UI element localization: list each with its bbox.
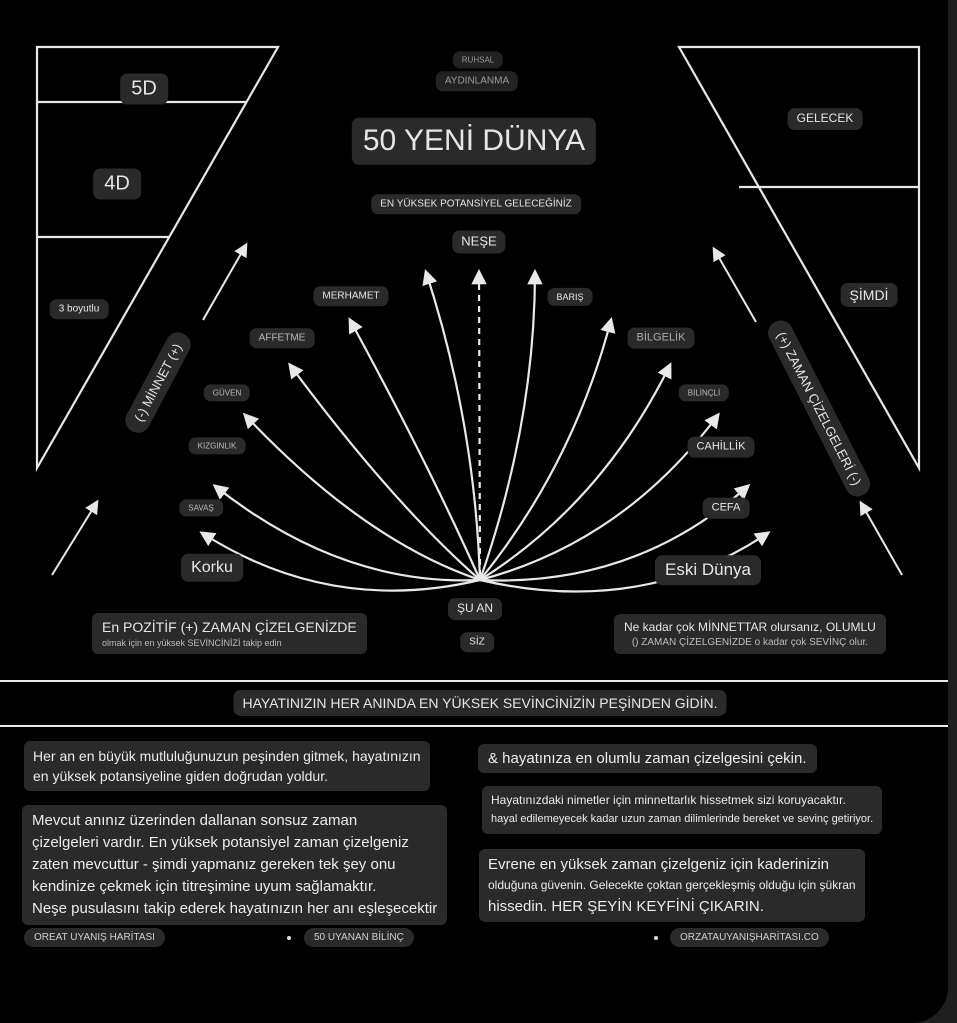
footer-brand: OREAT UYANIŞ HARİTASI (24, 928, 165, 947)
label-siz: SİZ (460, 632, 494, 652)
label-savas: SAVAŞ (179, 499, 223, 516)
paragraph-left-1-line2: en yüksek potansiyeline giden doğrudan yoldur. (33, 768, 328, 784)
label-3d: 3 boyutlu (50, 299, 109, 319)
paragraph-right-3-line1: Evrene en yüksek zaman çizelgeniz için kaderinizin (488, 856, 830, 873)
paragraph-left-1 (24, 741, 430, 791)
label-eski-dunya: Eski Dünya (655, 555, 761, 585)
paragraph-left-2-line3: zaten mevcuttur - şimdi yapmanız gereken tek şey onu (32, 856, 396, 873)
banner: HAYATINIZIN HER ANINDA EN YÜKSEK SEVİNCİNİZİN PEŞİNDEN GİDİN. (233, 690, 726, 716)
note-left-line2: olmak için en yüksek SEVİNCİNİZİ takip edin (102, 638, 282, 648)
label-5d: 5D (120, 74, 168, 105)
label-gelecek: GELECEK (788, 108, 863, 130)
label-su-an: ŞU AN (448, 598, 502, 620)
paragraph-left-2-line5: Neşe pusulasını takip ederek hayatınızın her anı eşleşecektir (32, 900, 438, 917)
label-aydinlanma: AYDINLANMA (436, 71, 518, 91)
fan-arrow-merhamet-inner (426, 272, 480, 580)
paragraph-right-3-line2: olduğuna güvenin. Gelecekte çoktan gerçekleşmiş olduğu için şükran (488, 878, 856, 892)
footer-separator (287, 936, 291, 940)
divider-top (0, 680, 948, 682)
label-simdi: ŞİMDİ (841, 283, 898, 307)
paragraph-right-2 (482, 786, 882, 834)
page-title: 50 YENİ DÜNYA (352, 118, 596, 165)
note-left-line1: En POZİTİF (+) ZAMAN ÇİZELGENİZDE (102, 619, 357, 635)
label-ruhsal: RUHSAL (453, 51, 503, 68)
note-left (92, 613, 367, 654)
fan-arrow-kizginlik (215, 486, 480, 580)
paragraph-right-3-line3: hissedin. HER ŞEYİN KEYFİNİ ÇIKARIN. (488, 898, 764, 915)
fan-arrow-baris-inner (480, 272, 535, 580)
label-cefa: CEFA (703, 498, 750, 519)
label-merhamet: MERHAMET (313, 286, 388, 306)
paragraph-left-2-line4: kendinize çekmek için titreşimine uyum sağlamaktır. (32, 878, 377, 895)
fan-arrow-baris (480, 320, 611, 580)
label-minnet: (-) MİNNET (+) (121, 328, 195, 437)
note-right-line2: () ZAMAN ÇİZELGENİZDE o kadar çok SEVİNÇ olur. (631, 637, 868, 648)
label-cahillik: CAHİLLİK (688, 437, 755, 458)
label-korku: Korku (181, 554, 243, 582)
label-kizginlik: KIZGINLIK (189, 437, 246, 454)
divider-bottom (0, 725, 948, 727)
fan-arrow-bilgelik (480, 365, 670, 580)
note-right (614, 614, 886, 654)
fan-arrow-affetme (290, 365, 480, 580)
timeline-fan (202, 272, 768, 592)
paragraph-left-2 (22, 805, 447, 925)
fan-arrow-nese (479, 272, 480, 576)
label-bilgelik: BİLGELİK (628, 328, 695, 349)
paragraph-right-2-line1: Hayatınızdaki nimetler için minnettarlık hissetmek sizi koruyacaktır. (491, 793, 846, 807)
footer-link[interactable]: ORZATAUYANIŞHARİTASI.CO (670, 928, 829, 947)
paragraph-right-2-line2: hayal edilemeyecek kadar uzun zaman dilimlerinde bereket ve sevinç getiriyor. (491, 813, 874, 825)
paragraph-left-2-line2: çizelgeleri vardır. En yüksek potansiyel zaman çizelgeniz (32, 834, 409, 851)
subtitle: EN YÜKSEK POTANSİYEL GELECEĞİNİZ (371, 194, 581, 214)
paragraph-left-1-line1: Her an en büyük mutluluğunuzun peşinden gitmek, hayatınızın (33, 748, 421, 764)
label-bilincli: BİLİNÇLİ (679, 384, 729, 401)
fan-arrow-merhamet (350, 320, 480, 580)
paragraph-right-1: & hayatınıza en olumlu zaman çizelgesini çekin. (478, 744, 817, 773)
label-zaman-cizelgeleri: (+) ZAMAN ÇİZELGELERİ (-) (764, 316, 874, 500)
label-nese: NEŞE (452, 231, 505, 254)
footer-consciousness: 50 UYANAN BİLİNÇ (304, 928, 414, 947)
note-right-line1: Ne kadar çok MİNNETTAR olursanız, OLUMLU (624, 620, 876, 634)
label-baris: BARIŞ (547, 288, 592, 306)
paragraph-left-2-line1: Mevcut anınız üzerinden dallanan sonsuz zaman (32, 812, 358, 829)
fan-arrow-guven (245, 415, 480, 580)
paragraph-right-3 (479, 849, 865, 922)
label-4d: 4D (93, 169, 141, 200)
footer-separator (654, 936, 658, 940)
label-guven: GÜVEN (204, 384, 250, 401)
label-affetme: AFFETME (250, 328, 315, 348)
